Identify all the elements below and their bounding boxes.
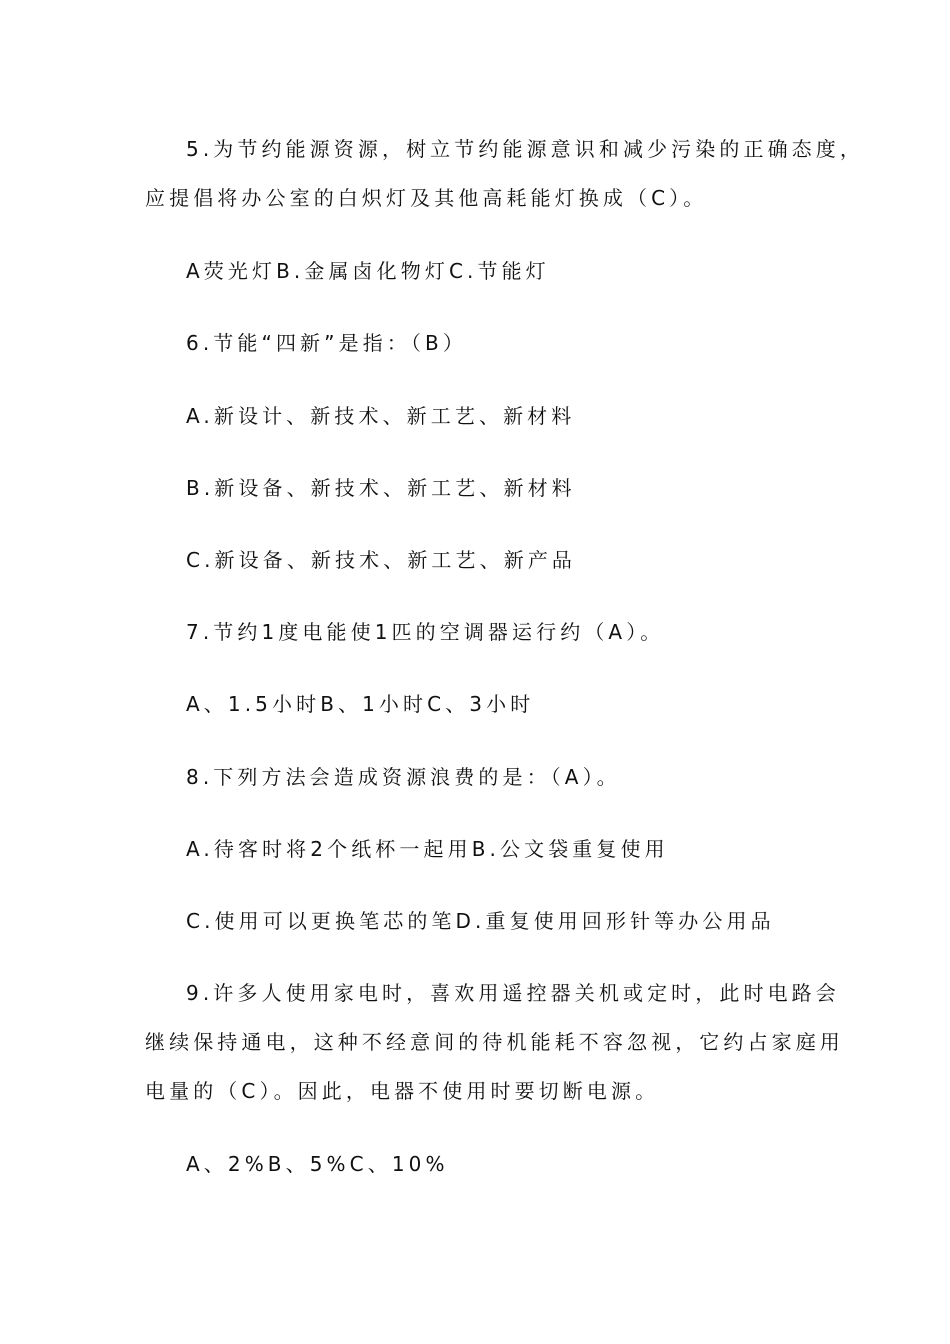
q6-option-a: A.新设计、新技术、新工艺、新材料: [186, 404, 576, 428]
q8-options-ab: A.待客时将2个纸杯一起用B.公文袋重复使用: [186, 837, 669, 861]
q9-text-line-3: 电量的（C）。因此，电器不使用时要切断电源。: [145, 1079, 660, 1103]
q8-text: 8.下列方法会造成资源浪费的是：（A）。: [186, 765, 621, 789]
q6-option-c: C.新设备、新技术、新工艺、新产品: [186, 548, 577, 572]
q7-text: 7.节约1度电能使1匹的空调器运行约（A）。: [186, 620, 665, 644]
q6-option-b: B.新设备、新技术、新工艺、新材料: [186, 476, 576, 500]
q9-text-line-2: 继续保持通电，这种不经意间的待机能耗不容忽视，它约占家庭用: [145, 1030, 844, 1054]
q5-text-line-1: 5.为节约能源资源，树立节约能源意识和减少污染的正确态度，: [186, 137, 864, 161]
q6-text: 6.节能“四新”是指：（B）: [186, 331, 467, 355]
q9-options: A、2%B、5%C、10%: [186, 1152, 449, 1176]
q5-options: A荧光灯B.金属卤化物灯C.节能灯: [186, 259, 550, 283]
q8-options-cd: C.使用可以更换笔芯的笔D.重复使用回形针等办公用品: [186, 909, 775, 933]
q9-text-line-1: 9.许多人使用家电时，喜欢用遥控器关机或定时，此时电路会: [186, 981, 840, 1005]
q7-options: A、1.5小时B、1小时C、3小时: [186, 692, 535, 716]
q5-text-line-2: 应提倡将办公室的白炽灯及其他高耗能灯换成（C）。: [145, 186, 708, 210]
